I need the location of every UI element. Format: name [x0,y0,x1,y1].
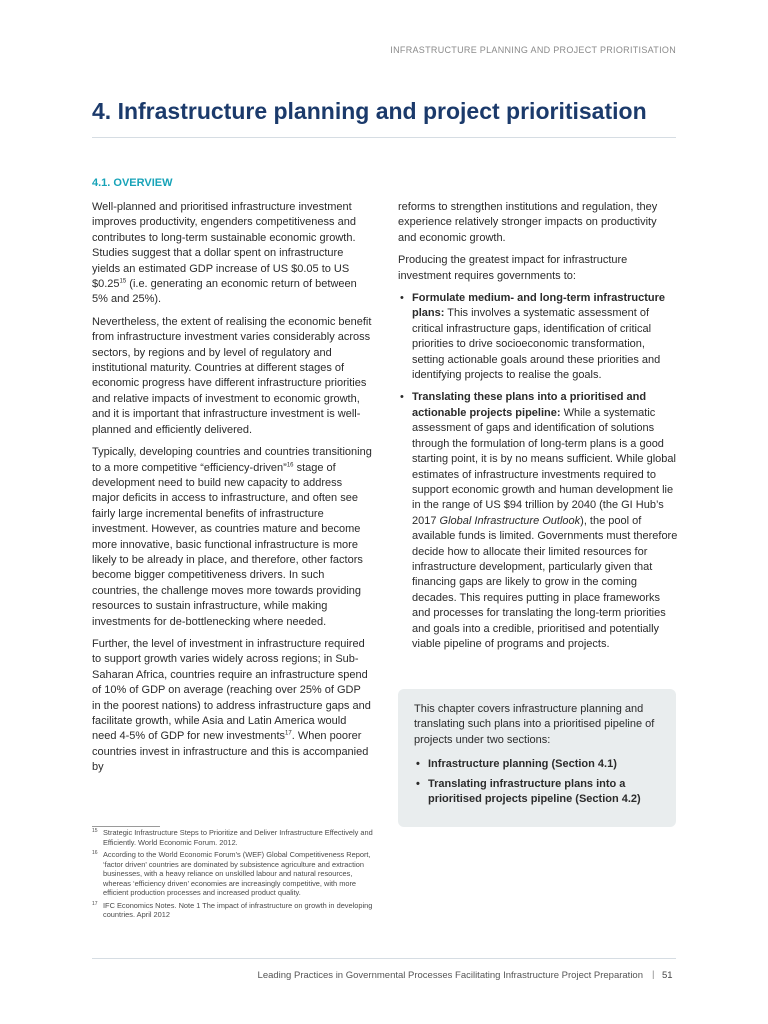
footnote-ref: 16 [286,461,294,468]
page-title: 4. Infrastructure planning and project prioritisation [92,98,647,124]
section-heading: 4.1. OVERVIEW [92,177,173,189]
footer-title: Leading Practices in Governmental Processes Facilitating Infrastructure Project Preparation [257,970,643,981]
footnote-number: 16 [92,850,98,856]
footnote: 17 IFC Economics Notes. Note 1 The impact of infrastructure on growth in developing countries. April 2012 [92,900,373,919]
paragraph: Further, the level of investment in infrastructure required to support growth varies widely across regions; in Sub-Saharan Africa, countries require an infrastructure spend of 10% of GDP on average (reaching over 25% of GDP in the poorest nations) to address infrastructure gaps and facilitate growth, while Asia and Latin America would need 4-5% of GDP for new investments$^{17}$. When poorer countries invest in infrastructure and this is accompanied by [92,637,371,774]
list-item: • Infrastructure planning (Section 4.1) [414,757,660,772]
list-item: • Formulate medium- and long-term infrastructure plans: This involves a systematic assessment of critical infrastructure gaps, identification of critical priorities to drive socioeconomic transformation, setting actionable goals around these priorities and identifying projects to realise the goals. [398,291,678,383]
running-header: INFRASTRUCTURE PLANNING AND PROJECT PRIORITISATION [390,45,676,55]
list-item: • Translating these plans into a prioritised and actionable projects pipeline: While a systematic assessment of gaps and identification of solutions through the formulation of long-term plans is a good starting point, it is by no means sufficient. While global estimates of infrastructure investments required to support economic growth and human development lie in the range of US $94 trillion by 2040 (the GI Hub’s 2017 Global Infrastructure Outlook), the pool of available funds is limited. Governments must therefore decide how to allocate their limited resources for infrastructure development, particularly given that financing gaps are likely to grow in the coming decades. This requires putting in place frameworks and processes for translating the long-term priorities and goals into a credible, prioritised and potentially viable pipeline of programs and projects. [398,390,678,652]
paragraph: Nevertheless, the extent of realising the economic benefit from infrastructure investment varies considerably across sectors, by regions and by level of regulatory and institutional maturity. Countries at different stages of economic progress have different infrastructure priorities and relative impacts of investment to economic growth, and it is important that infrastructure investment is well-planned and efficiently delivered. [92,315,372,436]
left-column [92,200,372,783]
footnote-ref: 17 [285,730,292,737]
callout-intro: This chapter covers infrastructure planning and translating such plans into a prioritised pipeline of projects under two sections: [414,703,655,746]
right-column [398,200,678,659]
footnotes [92,828,377,923]
footer-separator: | [652,969,655,980]
footnote: 16 According to the World Economic Forum’s (WEF) Global Competitiveness Report, ‘factor driven’ countries are dominated by subsistence agriculture and extraction businesses, with a heavy reliance on unskilled labour and natural resources, whereas ‘efficiency driven’ economies are increasingly competitive, with more efficient production processes and increased product quality. [92,850,371,897]
chapter-summary-box [398,689,676,827]
callout-list [414,757,660,807]
requirements-list [398,291,678,652]
footnote-number: 17 [92,900,98,907]
title-divider [92,137,676,138]
paragraph: Typically, developing countries and countries transitioning to a more competitive “efficiency-driven”$^{16}$ stage of development need to build new capacity to address major deficits in access to infrastructure, and often see fairly large incremental benefits of infrastructure investment. However, as countries mature and become more innovative, basic functional infrastructure is more likely to be already in place, and therefore, other factors become bigger competitiveness drivers. In such countries, the challenge moves more towards providing resources to sustain infrastructure, while making investments for de-bottlenecking where needed. [92,446,372,628]
paragraph: Well-planned and prioritised infrastructure investment improves productivity, engenders competitiveness and contributes to long-term sustainable economic growth. Studies suggest that a dollar spent on infrastructure yields an estimated GDP increase of US $0.05 to US $0.25$^{15}$ (i.e. generating an economic return of between 5% and 25%). [92,201,357,306]
footnote-ref: 15 [119,278,127,285]
list-item: • Translating infrastructure plans into a prioritised projects pipeline (Section 4.2) [414,777,660,808]
footnote: 15 Strategic Infrastructure Steps to Prioritize and Deliver Infrastructure Effectively and Efficiently. World Economic Forum. 2012. [92,828,373,847]
footnote-divider [92,826,160,827]
page-number: 51 [662,970,673,981]
footnote-number: 15 [92,828,98,834]
paragraph: Producing the greatest impact for infrastructure investment requires governments to: [398,254,628,282]
footer-divider [92,958,676,959]
paragraph: reforms to strengthen institutions and regulation, they experience relatively stronger impacts on productivity and economic growth. [398,201,658,244]
